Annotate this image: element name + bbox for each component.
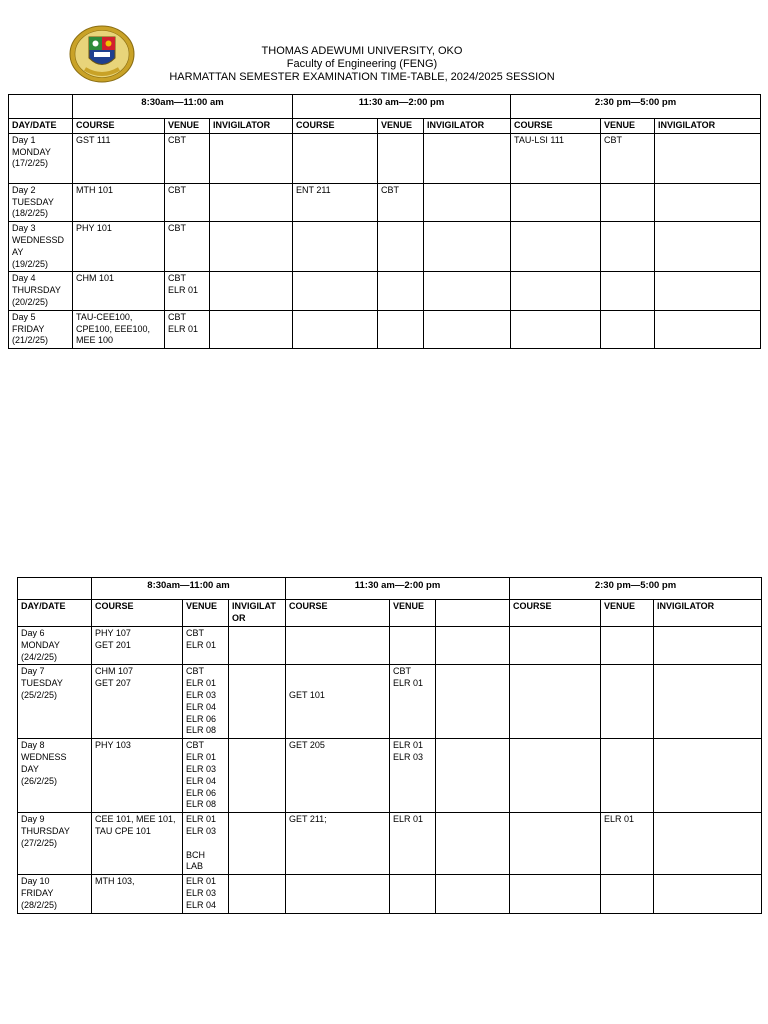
cell-course [511,222,601,272]
cell-invigilator [210,222,293,272]
timetable-title: HARMATTAN SEMESTER EXAMINATION TIME-TABLE, 2024/2025 SESSION [169,71,555,83]
cell-venue: CBT ELR 01 ELR 03 ELR 04 ELR 06 ELR 08 [183,739,229,813]
cell-course [293,272,378,310]
table-row [18,627,762,665]
time-slot-header: 8:30am—11:00 am [73,95,293,119]
cell-course: CHM 101 [73,272,165,310]
cell-venue: ELR 01 [601,813,654,875]
time-slot-header: 2:30 pm—5:00 pm [510,578,762,600]
table-row [18,739,762,813]
cell-day-date: Day 8 WEDNESS DAY (26/2/25) [18,739,92,813]
cell-course: TAU-CEE100, CPE100, EEE100, MEE 100 [73,310,165,348]
cell-course [286,875,390,913]
cell-invigilator [654,739,762,813]
column-header-course: COURSE [293,119,378,134]
cell-course [293,310,378,348]
column-header-course: COURSE [73,119,165,134]
cell-course: PHY 107 GET 201 [92,627,183,665]
table-row [9,310,761,348]
column-header-row [9,119,761,134]
cell-invigilator [210,183,293,221]
timetable-week-2 [17,577,762,914]
cell-venue [601,222,655,272]
cell-course: GET 205 [286,739,390,813]
cell-invigilator [655,272,761,310]
cell-course [510,665,601,739]
table-row [9,183,761,221]
cell-invigilator [654,813,762,875]
cell-venue: CBT [165,183,210,221]
time-slot-row [18,578,762,600]
cell-day-date: Day 3 WEDNESSD AY (19/2/25) [9,222,73,272]
column-header-course: COURSE [92,600,183,627]
column-header-venue: VENUE [390,600,436,627]
cell-course: CEE 101, MEE 101, TAU CPE 101 [92,813,183,875]
cell-invigilator [436,739,510,813]
cell-invigilator [436,813,510,875]
timetable-week-1 [8,94,761,349]
cell-invigilator [424,222,511,272]
cell-venue: ELR 01 ELR 03 BCH LAB [183,813,229,875]
cell-course [286,627,390,665]
cell-invigilator [424,133,511,183]
table-row [18,875,762,913]
corner-cell [18,578,92,600]
cell-invigilator [655,183,761,221]
column-header-invigilator: INVIGILATOR [210,119,293,134]
cell-course [293,222,378,272]
cell-venue [390,627,436,665]
cell-invigilator [655,133,761,183]
table-row [9,133,761,183]
university-name: THOMAS ADEWUMI UNIVERSITY, OKO [261,45,463,57]
cell-venue: CBT ELR 01 [165,310,210,348]
time-slot-header: 11:30 am—2:00 pm [286,578,510,600]
cell-venue [601,875,654,913]
column-header-row [18,600,762,627]
column-header-invigilator: INVIGILATOR [655,119,761,134]
cell-invigilator [210,272,293,310]
cell-invigilator [210,133,293,183]
table-row [9,222,761,272]
cell-day-date: Day 6 MONDAY (24/2/25) [18,627,92,665]
cell-venue [601,310,655,348]
cell-venue: ELR 01 [390,813,436,875]
cell-day-date: Day 1 MONDAY (17/2/25) [9,133,73,183]
cell-invigilator [436,627,510,665]
time-slot-header: 2:30 pm—5:00 pm [511,95,761,119]
column-header-invigilator: INVIGILATOR [424,119,511,134]
cell-invigilator [424,272,511,310]
time-slot-row [9,95,761,119]
university-crest-icon [69,25,135,83]
cell-invigilator [654,627,762,665]
cell-course [511,310,601,348]
column-header-day-date: DAY/DATE [18,600,92,627]
table-row [18,665,762,739]
cell-venue [601,272,655,310]
column-header-invigilator [436,600,510,627]
cell-course [510,875,601,913]
column-header-course: COURSE [510,600,601,627]
column-header-day-date: DAY/DATE [9,119,73,134]
time-slot-header: 8:30am—11:00 am [92,578,286,600]
cell-venue: CBT [165,222,210,272]
column-header-venue: VENUE [601,600,654,627]
cell-invigilator [229,739,286,813]
cell-course: PHY 103 [92,739,183,813]
cell-course: MTH 101 [73,183,165,221]
cell-day-date: Day 5 FRIDAY (21/2/25) [9,310,73,348]
column-header-venue: VENUE [378,119,424,134]
column-header-course: COURSE [511,119,601,134]
cell-invigilator [436,665,510,739]
cell-venue [601,739,654,813]
cell-venue [601,665,654,739]
cell-invigilator [424,183,511,221]
cell-course: ENT 211 [293,183,378,221]
cell-venue: CBT [165,133,210,183]
faculty-name: Faculty of Engineering (FENG) [286,58,438,70]
cell-invigilator [229,627,286,665]
cell-course: CHM 107 GET 207 [92,665,183,739]
cell-course: GET 101 [286,665,390,739]
cell-course [510,739,601,813]
table-row [18,813,762,875]
cell-invigilator [424,310,511,348]
cell-course [511,272,601,310]
cell-day-date: Day 10 FRIDAY (28/2/25) [18,875,92,913]
column-header-venue: VENUE [183,600,229,627]
cell-day-date: Day 7 TUESDAY (25/2/25) [18,665,92,739]
cell-invigilator [654,665,762,739]
cell-invigilator [654,875,762,913]
cell-venue [601,627,654,665]
column-header-course: COURSE [286,600,390,627]
cell-venue [378,133,424,183]
corner-cell [9,95,73,119]
cell-course [510,627,601,665]
cell-venue [378,310,424,348]
cell-venue: CBT ELR 01 [183,627,229,665]
cell-course [511,183,601,221]
cell-venue: CBT [601,133,655,183]
cell-invigilator [655,310,761,348]
cell-course: MTH 103, [92,875,183,913]
cell-course [293,133,378,183]
table-row [9,272,761,310]
cell-day-date: Day 4 THURSDAY (20/2/25) [9,272,73,310]
cell-venue: CBT [378,183,424,221]
cell-invigilator [655,222,761,272]
cell-invigilator [229,875,286,913]
cell-day-date: Day 9 THURSDAY (27/2/25) [18,813,92,875]
cell-venue [378,272,424,310]
document-header [140,45,584,84]
cell-course [510,813,601,875]
column-header-venue: VENUE [601,119,655,134]
cell-course: GST 111 [73,133,165,183]
cell-invigilator [229,665,286,739]
cell-invigilator [229,813,286,875]
cell-venue: CBT ELR 01 ELR 03 ELR 04 ELR 06 ELR 08 [183,665,229,739]
cell-venue: CBT ELR 01 [390,665,436,739]
cell-course: TAU-LSI 111 [511,133,601,183]
column-header-invigilator: INVIGILATOR [654,600,762,627]
cell-venue [601,183,655,221]
cell-day-date: Day 2 TUESDAY (18/2/25) [9,183,73,221]
cell-invigilator [210,310,293,348]
cell-course: PHY 101 [73,222,165,272]
cell-venue: ELR 01 ELR 03 [390,739,436,813]
cell-venue [378,222,424,272]
column-header-venue: VENUE [165,119,210,134]
cell-invigilator [436,875,510,913]
cell-venue: ELR 01 ELR 03 ELR 04 [183,875,229,913]
column-header-invigilator: INVIGILAT OR [229,600,286,627]
time-slot-header: 11:30 am—2:00 pm [293,95,511,119]
cell-course: GET 211; [286,813,390,875]
cell-venue: CBT ELR 01 [165,272,210,310]
cell-venue [390,875,436,913]
